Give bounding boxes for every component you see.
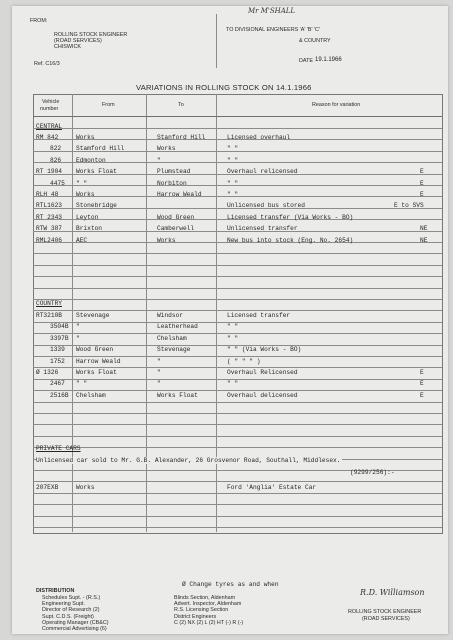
ruled-line (33, 253, 442, 254)
distribution-item: R.S. Licensing Section (174, 607, 229, 614)
vehicle-number: RTL1623 (36, 202, 62, 210)
handwritten-addressee: Mr M'SHALL (248, 7, 296, 15)
reason-text: Unlicensed transfer (227, 225, 298, 233)
ruled-line (33, 402, 442, 403)
vehicle-number: 822 (50, 145, 62, 153)
from-location: Brixton (76, 225, 102, 233)
private-line-1: Unlicensed car sold to Mr. G.B. Alexander, 26 Grosvenor Road, Southall, Middlesex. (36, 457, 341, 464)
to-location: Stanford Hill (157, 134, 206, 141)
ruled-line (33, 265, 442, 266)
to-location: Camberwell (157, 225, 195, 233)
reference-number: Ref. C16/3 (34, 61, 60, 67)
ruled-line (33, 516, 442, 517)
reason-text: Licensed transfer (227, 312, 291, 319)
distribution-item: Advert. Inspector, Aldenham (174, 601, 242, 608)
signatory-title: ROLLING STOCK ENGINEER (348, 609, 422, 615)
column-rule-2 (146, 94, 147, 532)
to-location: " (157, 357, 161, 365)
reason-text: Unlicensed bus stored (227, 202, 305, 210)
vehicle-number: RM 842 (36, 134, 59, 141)
ruled-line (33, 299, 442, 300)
engineer-code: E (420, 191, 424, 198)
distribution-item: Operating Manager (CB&C) (42, 619, 109, 626)
to-location: Works (157, 145, 176, 153)
to-location: Wood Green (157, 213, 195, 221)
section-central: CENTRAL (36, 123, 62, 130)
signatory-subtitle: (ROAD SERVICES) (362, 616, 410, 622)
vehicle-number: 3397B (50, 334, 69, 342)
reason-text: ( " " " ) (227, 357, 261, 365)
ruled-line (33, 493, 442, 494)
from-location: Chelsham (76, 391, 106, 399)
ruled-line (33, 436, 442, 437)
ruled-line (33, 447, 442, 448)
vehicle-number: 2516B (50, 391, 69, 399)
reason-text: New bus into stock (Eng. No. 2654) (227, 236, 354, 244)
from-location: Edmonton (76, 156, 106, 164)
document-title: VARIATIONS IN ROLLING STOCK ON 14.1.1966 (136, 83, 312, 92)
vehicle-number: RTW 387 (36, 225, 62, 233)
from-line-3: CHISWICK (54, 44, 81, 50)
to-line-2: & COUNTRY (299, 38, 331, 44)
ruled-line (33, 413, 442, 414)
distribution-item: Commercial Advertising (6) (42, 626, 107, 632)
vehicle-number: 2467 (50, 380, 65, 388)
column-rule-1 (72, 94, 73, 532)
distribution-item: District Engineers (174, 613, 217, 620)
reason-text: Licensed transfer (Via Works - BO) (227, 213, 354, 221)
engineer-code: E (420, 168, 424, 176)
reason-text: Overhaul delicensed (227, 391, 298, 399)
to-location: " (157, 380, 161, 388)
from-location: Wood Green (76, 346, 114, 354)
to-location: Plumstead (157, 168, 191, 176)
from-location: Stevenage (76, 312, 110, 319)
to-location: Harrow Weald (157, 191, 202, 198)
footnote: Ø Change tyres as and when (182, 581, 279, 588)
document-sheet (12, 6, 448, 634)
from-location: " " (76, 179, 88, 187)
distribution-item: Blinds Section, Aldenham (174, 595, 236, 601)
engineer-code: E (420, 369, 424, 376)
reason-text: " " (227, 156, 239, 164)
private-reason: Ford 'Anglia' Estate Car (227, 484, 317, 491)
reason-text: " " (227, 334, 239, 342)
vehicle-number: 3504B (50, 323, 69, 331)
ruled-line (33, 504, 442, 505)
date-label: DATE (299, 58, 313, 64)
distribution-item: Director of Research (2) (42, 607, 100, 614)
from-location: " (76, 323, 80, 331)
distribution-item: Engineering Supt. (42, 601, 85, 608)
column-rule-3 (216, 94, 217, 532)
vehicle-number: RT 2343 (36, 213, 62, 221)
to-location: " (157, 156, 161, 164)
ruled-line (33, 481, 442, 482)
ruled-line (33, 276, 442, 277)
to-line-1: TO DIVISIONAL ENGINEERS 'A' 'B' 'C' (226, 27, 320, 33)
from-location: Works (76, 191, 95, 198)
vehicle-number: 1339 (50, 346, 65, 354)
vehicle-number: RT 1904 (36, 168, 62, 176)
from-location: Leyton (76, 213, 99, 221)
section-country: COUNTRY (36, 300, 62, 307)
from-location: Works Float (76, 168, 117, 176)
reason-text: " " (227, 145, 239, 153)
to-location: Works Float (157, 391, 198, 399)
vehicle-number: RLH 48 (36, 191, 59, 198)
vehicle-number: RML2406 (36, 236, 62, 244)
vehicle-number: 1752 (50, 357, 65, 365)
reason-text: Overhaul Relicensed (227, 369, 298, 376)
from-location: Stonebridge (76, 202, 117, 210)
ruled-line (33, 527, 442, 528)
distribution-heading: DISTRIBUTION (36, 588, 75, 594)
from-line-2: (ROAD SERVICES) (54, 38, 102, 44)
vehicle-number: Ø 1326 (36, 369, 59, 376)
reason-text: " " (227, 191, 239, 198)
reason-text: " " (Via Works - BO) (227, 346, 302, 354)
engineer-code: E to SVS (394, 202, 424, 210)
distribution-item: Supt. C.D.S. (Freight) (42, 613, 94, 620)
engineer-code: E (420, 179, 424, 187)
from-location: " (76, 334, 80, 342)
col-header-to: To (178, 102, 184, 108)
vehicle-number: RT3210B (36, 312, 62, 319)
date-value: 19.1.1966 (315, 57, 342, 63)
reason-text: " " (227, 179, 239, 187)
to-location: Norbiton (157, 179, 187, 187)
ruled-line (33, 424, 442, 425)
to-location: Chelsham (157, 334, 187, 342)
reason-text: " " (227, 380, 239, 388)
col-header-vehicle-1: Vehicle (42, 99, 60, 105)
private-vehicle: 207EXB (36, 484, 59, 491)
reason-text: " " (227, 323, 239, 331)
reason-text: Overhaul relicensed (227, 168, 298, 176)
from-location: Works (76, 134, 95, 141)
col-header-vehicle-2: number (40, 106, 59, 112)
from-location: " " (76, 380, 88, 388)
engineer-code: NE (420, 225, 428, 233)
to-location: " (157, 369, 161, 376)
from-location: Harrow Weald (76, 357, 121, 365)
section-private: PRIVATE CARS (36, 445, 81, 452)
from-label: FROM: (30, 18, 48, 24)
engineer-code: E (420, 380, 424, 388)
to-location: Stevenage (157, 346, 191, 354)
private-line-2: (9299/256):- (350, 469, 395, 476)
distribution-item: Schedules Supt. - (R.S.) (42, 595, 101, 601)
engineer-code: E (420, 391, 424, 399)
ruled-line (33, 128, 442, 129)
from-location: AEC (76, 236, 88, 244)
reason-text: Licensed overhaul (227, 134, 291, 141)
ruled-line (33, 288, 442, 289)
to-location: Leatherhead (157, 323, 198, 331)
from-location: Stamford Hill (76, 145, 125, 153)
to-location: Works (157, 236, 176, 244)
distribution-item: C (2) NX (2) L (2) HT (-) R (-) (174, 619, 244, 626)
from-line-1: ROLLING STOCK ENGINEER (54, 32, 128, 38)
private-from: Works (76, 484, 95, 491)
col-header-reason: Reason for variation (312, 102, 361, 108)
engineer-code: NE (420, 236, 428, 244)
vehicle-number: 826 (50, 156, 62, 164)
header-divider (216, 14, 217, 68)
col-header-from: From (102, 102, 115, 108)
vehicle-number: 4475 (50, 179, 65, 187)
to-location: Windsor (157, 312, 183, 319)
from-location: Works Float (76, 369, 117, 376)
header-rule (33, 116, 442, 117)
signature: R.D. Williamson (360, 588, 425, 597)
